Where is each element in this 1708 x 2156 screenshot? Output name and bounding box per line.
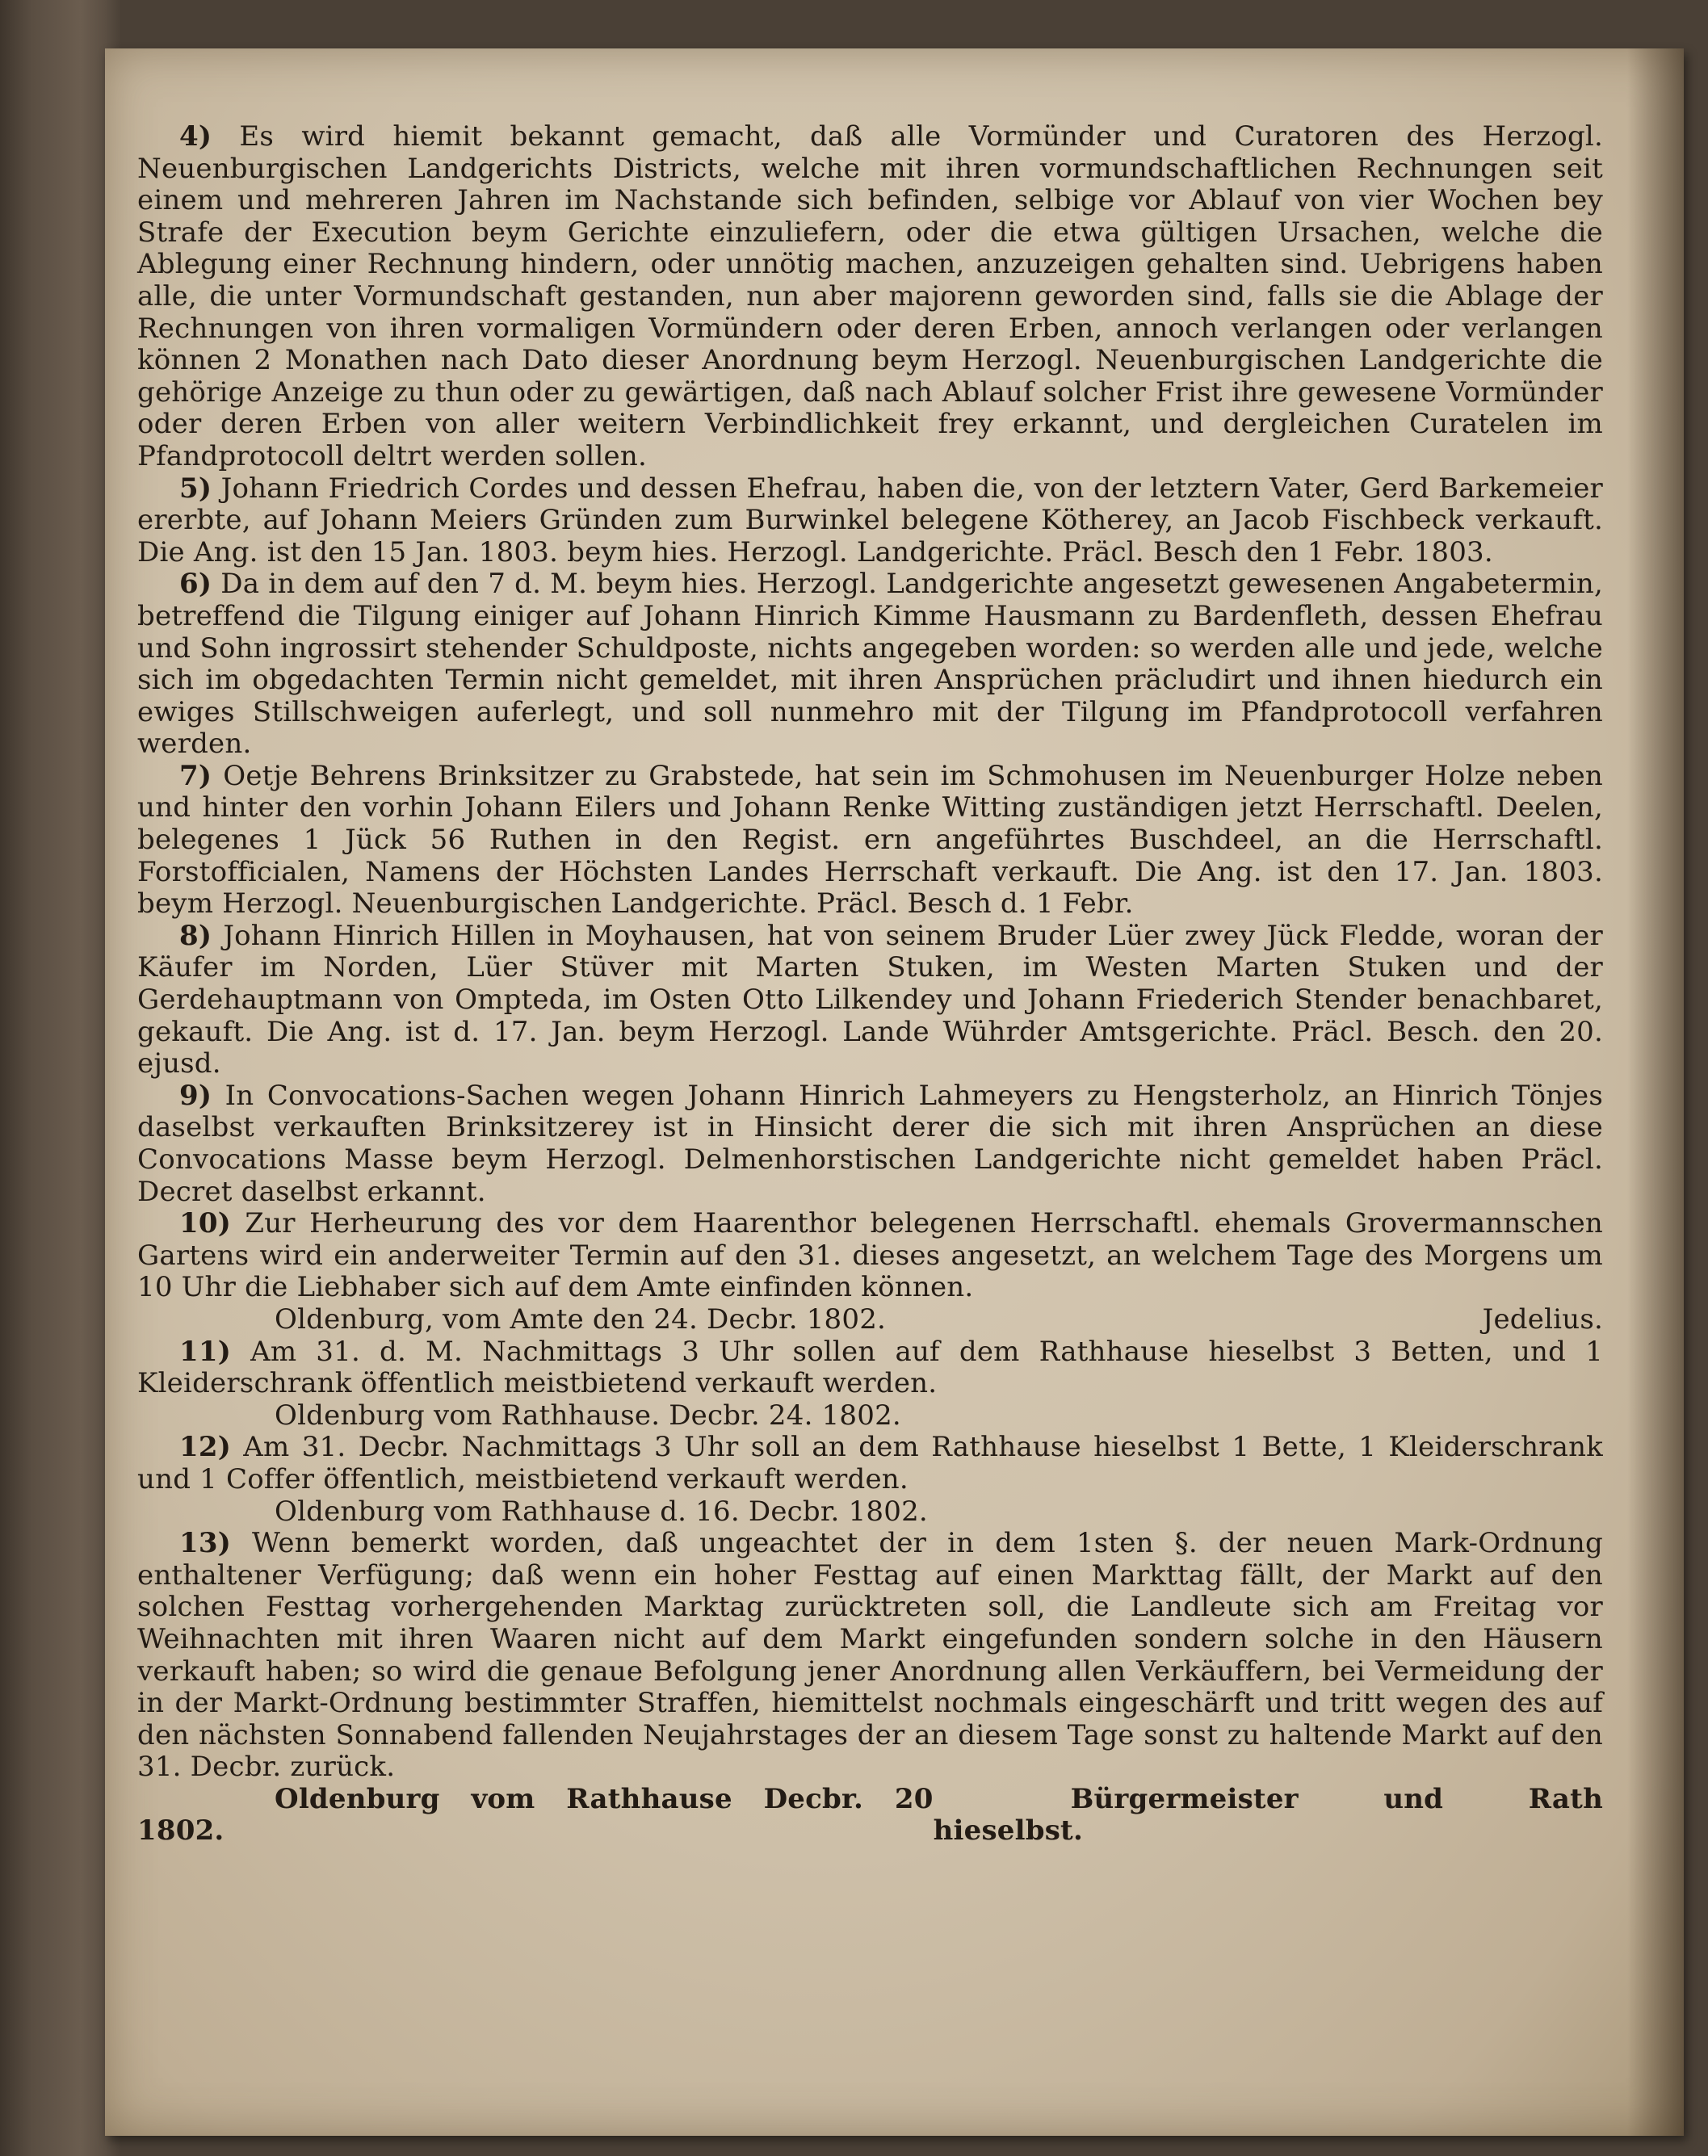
notice-7: [137, 761, 1603, 921]
notice-text: Johann Friedrich Cordes und dessen Ehefrau, haben die, von der letztern Vater, Gerd Barkemeier ererbte, auf Johann Meiers Gründen zum Burwinkel belegene Kötherey, an Jacob Fischbeck verkauft. Die Ang. ist den 15 Jan. 1803. beym hies. Herzogl. Landgerichte. Präcl. Besch den 1 Febr. 1803.: [137, 472, 1603, 568]
notice-number: 10): [179, 1207, 232, 1240]
notice-text: Wenn bemerkt worden, daß ungeachtet der in dem 1sten §. der neuen Mark-Ordnung enthaltener Verfügung; daß wenn ein hoher Festtag auf einen Markttag fällt, der Markt auf den solchen Festtag vorhergehenden Marktag zurücktreten soll, die Landleute sich am Freitag vor Weihnachten mit ihren Waaren nicht auf dem Markt eingefunden sondern solche in den Häusern verkauft haben; so wird die genaue Befolgung jener Anordnung allen Verkäuffern, bei Vermeidung der in der Markt-Ordnung bestimmter Straffen, hiemittelst nochmals eingeschärft und tritt wegen des auf den nächsten Sonnabend fallenden Neujahrstages der an diesem Tage sonst zu haltende Markt auf den 31. Decbr. zurück.: [137, 1527, 1603, 1784]
notice-12: [137, 1432, 1603, 1495]
notice-9: [137, 1080, 1603, 1208]
notice-number: 9): [179, 1079, 212, 1112]
notice-13: [137, 1528, 1603, 1784]
notice-number: 4): [179, 120, 212, 153]
notice-8: [137, 921, 1603, 1080]
signature-place-date: Oldenburg vom Rathhause. Decbr. 24. 1802.: [275, 1399, 901, 1432]
notice-number: 13): [179, 1527, 232, 1560]
notice-text: Am 31. Decbr. Nachmittags 3 Uhr soll an dem Rathhause hieselbst 1 Bette, 1 Kleiderschrank und 1 Coffer öffentlich, meistbietend verkauft werden.: [137, 1431, 1603, 1495]
notices-column: [137, 121, 1603, 1848]
notice-text: In Convocations-Sachen wegen Johann Hinrich Lahmeyers zu Hengsterholz, an Hinrich Tönjes daselbst verkauften Brinksitzerey ist in Hinsicht derer die sich mit ihren Ansprüchen an diese Convocations Masse beym Herzogl. Delmenhorstischen Landgerichte nicht gemeldet haben Präcl. Decret daselbst erkannt.: [137, 1079, 1603, 1208]
notice-text: Es wird hiemit bekannt gemacht, daß alle Vormünder und Curatoren des Herzogl. Neuenburgischen Landgerichts Districts, welche mit ihren vormundschaftlichen Rechnungen seit einem und mehreren Jahren im Nachstande sich befinden, selbige vor Ablauf von vier Wochen bey Strafe der Execution beym Gerichte einzuliefern, oder die etwa gültigen Ursachen, welche die Ablegung einer Rechnung hindern, oder unnötig machen, anzuzeigen gehalten sind. Uebrigens haben alle, die unter Vormundschaft gestanden, nun aber majorenn geworden sind, falls sie die Ablage der Rechnungen von ihren vormaligen Vormündern oder deren Erben, annoch verlangen oder verlangen können 2 Monathen nach Dato dieser Anordnung beym Herzogl. Neuenburgischen Landgerichte die gehörige Anzeige zu thun oder zu gewärtigen, daß nach Ablauf solcher Frist ihre gewesene Vormünder oder deren Erben von aller weitern Verbindlichkeit frey erkannt, und dergleichen Curatelen im Pfandprotocoll deltrt werden sollen.: [137, 120, 1603, 472]
notice-11: [137, 1336, 1603, 1400]
signature-12: [137, 1496, 1603, 1529]
notice-number: 12): [179, 1431, 232, 1464]
final-place-date: Oldenburg vom Rathhause Decbr. 20 1802.: [137, 1782, 934, 1848]
notice-text: Johann Hinrich Hillen in Moyhausen, hat von seinem Bruder Lüer zwey Jück Fledde, woran der Käufer im Norden, Lüer Stüver mit Marten Stuken, im Westen Marten Stuken und der Gerdehauptmann von Ompteda, im Osten Otto Lilkendey und Johann Friederich Stender benachbaret, gekauft. Die Ang. ist d. 17. Jan. beym Herzogl. Lande Wührder Amtsgerichte. Präcl. Besch. den 20. ejusd.: [137, 919, 1603, 1080]
notice-text: Am 31. d. M. Nachmittags 3 Uhr sollen auf dem Rathhause hieselbst 3 Betten, und 1 Kleiderschrank öffentlich meistbietend verkauft werden.: [137, 1335, 1603, 1400]
notice-6: [137, 568, 1603, 761]
signature-place-date: Oldenburg vom Rathhause d. 16. Decbr. 1802.: [275, 1495, 928, 1528]
notice-number: 8): [179, 919, 212, 952]
signature-10: [137, 1304, 1603, 1336]
notice-number: 6): [179, 568, 212, 601]
notice-number: 5): [179, 472, 212, 505]
notice-number: 7): [179, 759, 212, 792]
signature-place-date: Oldenburg, vom Amte den 24. Decbr. 1802.: [275, 1302, 887, 1336]
final-signature: [137, 1784, 1603, 1848]
signature-11: [137, 1400, 1603, 1432]
final-authority: Bürgermeister und Rath hieselbst.: [933, 1782, 1603, 1848]
notice-5: [137, 473, 1603, 569]
page-spine-shadow: [1627, 48, 1684, 2136]
notice-text: Da in dem auf den 7 d. M. beym hies. Herzogl. Landgerichte angesetzt gewesenen Angabetermin, betreffend die Tilgung einiger auf Johann Hinrich Kimme Hausmann zu Bardenfleth, dessen Ehefrau und Sohn ingrossirt stehender Schuldposte, nichts angegeben worden: so werden alle und jede, welche sich im obgedachten Termin nicht gemeldet, mit ihren Ansprüchen präcludirt und ihnen hiedurch ein ewiges Stillschweigen auferlegt, und soll nunmehro mit der Tilgung im Pfandprotocoll verfahren werden.: [137, 568, 1604, 761]
notice-text: Zur Herheurung des vor dem Haarenthor belegenen Herrschaftl. ehemals Grovermannschen Gartens wird ein anderweiter Termin auf den 31. dieses angesetzt, an welchem Tage des Morgens um 10 Uhr die Liebhaber sich auf dem Amte einfinden können.: [137, 1207, 1603, 1304]
notice-10: [137, 1208, 1603, 1304]
signature-name: Jedelius.: [1482, 1302, 1603, 1336]
notice-text: Oetje Behrens Brinksitzer zu Grabstede, hat sein im Schmohusen im Neuenburger Holze neben und hinter den vorhin Johann Eilers und Johann Renke Witting zuständigen jetzt Herrschaftl. Deelen, belegenes 1 Jück 56 Ruthen in den Regist. ern angeführtes Buschdeel, an die Herrschaftl. Forstofficialen, Namens der Höchsten Landes Herrschaft verkauft. Die Ang. ist den 17. Jan. 1803. beym Herzogl. Neuenburgischen Landgerichte. Präcl. Besch d. 1 Febr.: [137, 759, 1603, 921]
notice-number: 11): [179, 1335, 232, 1368]
notice-4: [137, 121, 1603, 473]
